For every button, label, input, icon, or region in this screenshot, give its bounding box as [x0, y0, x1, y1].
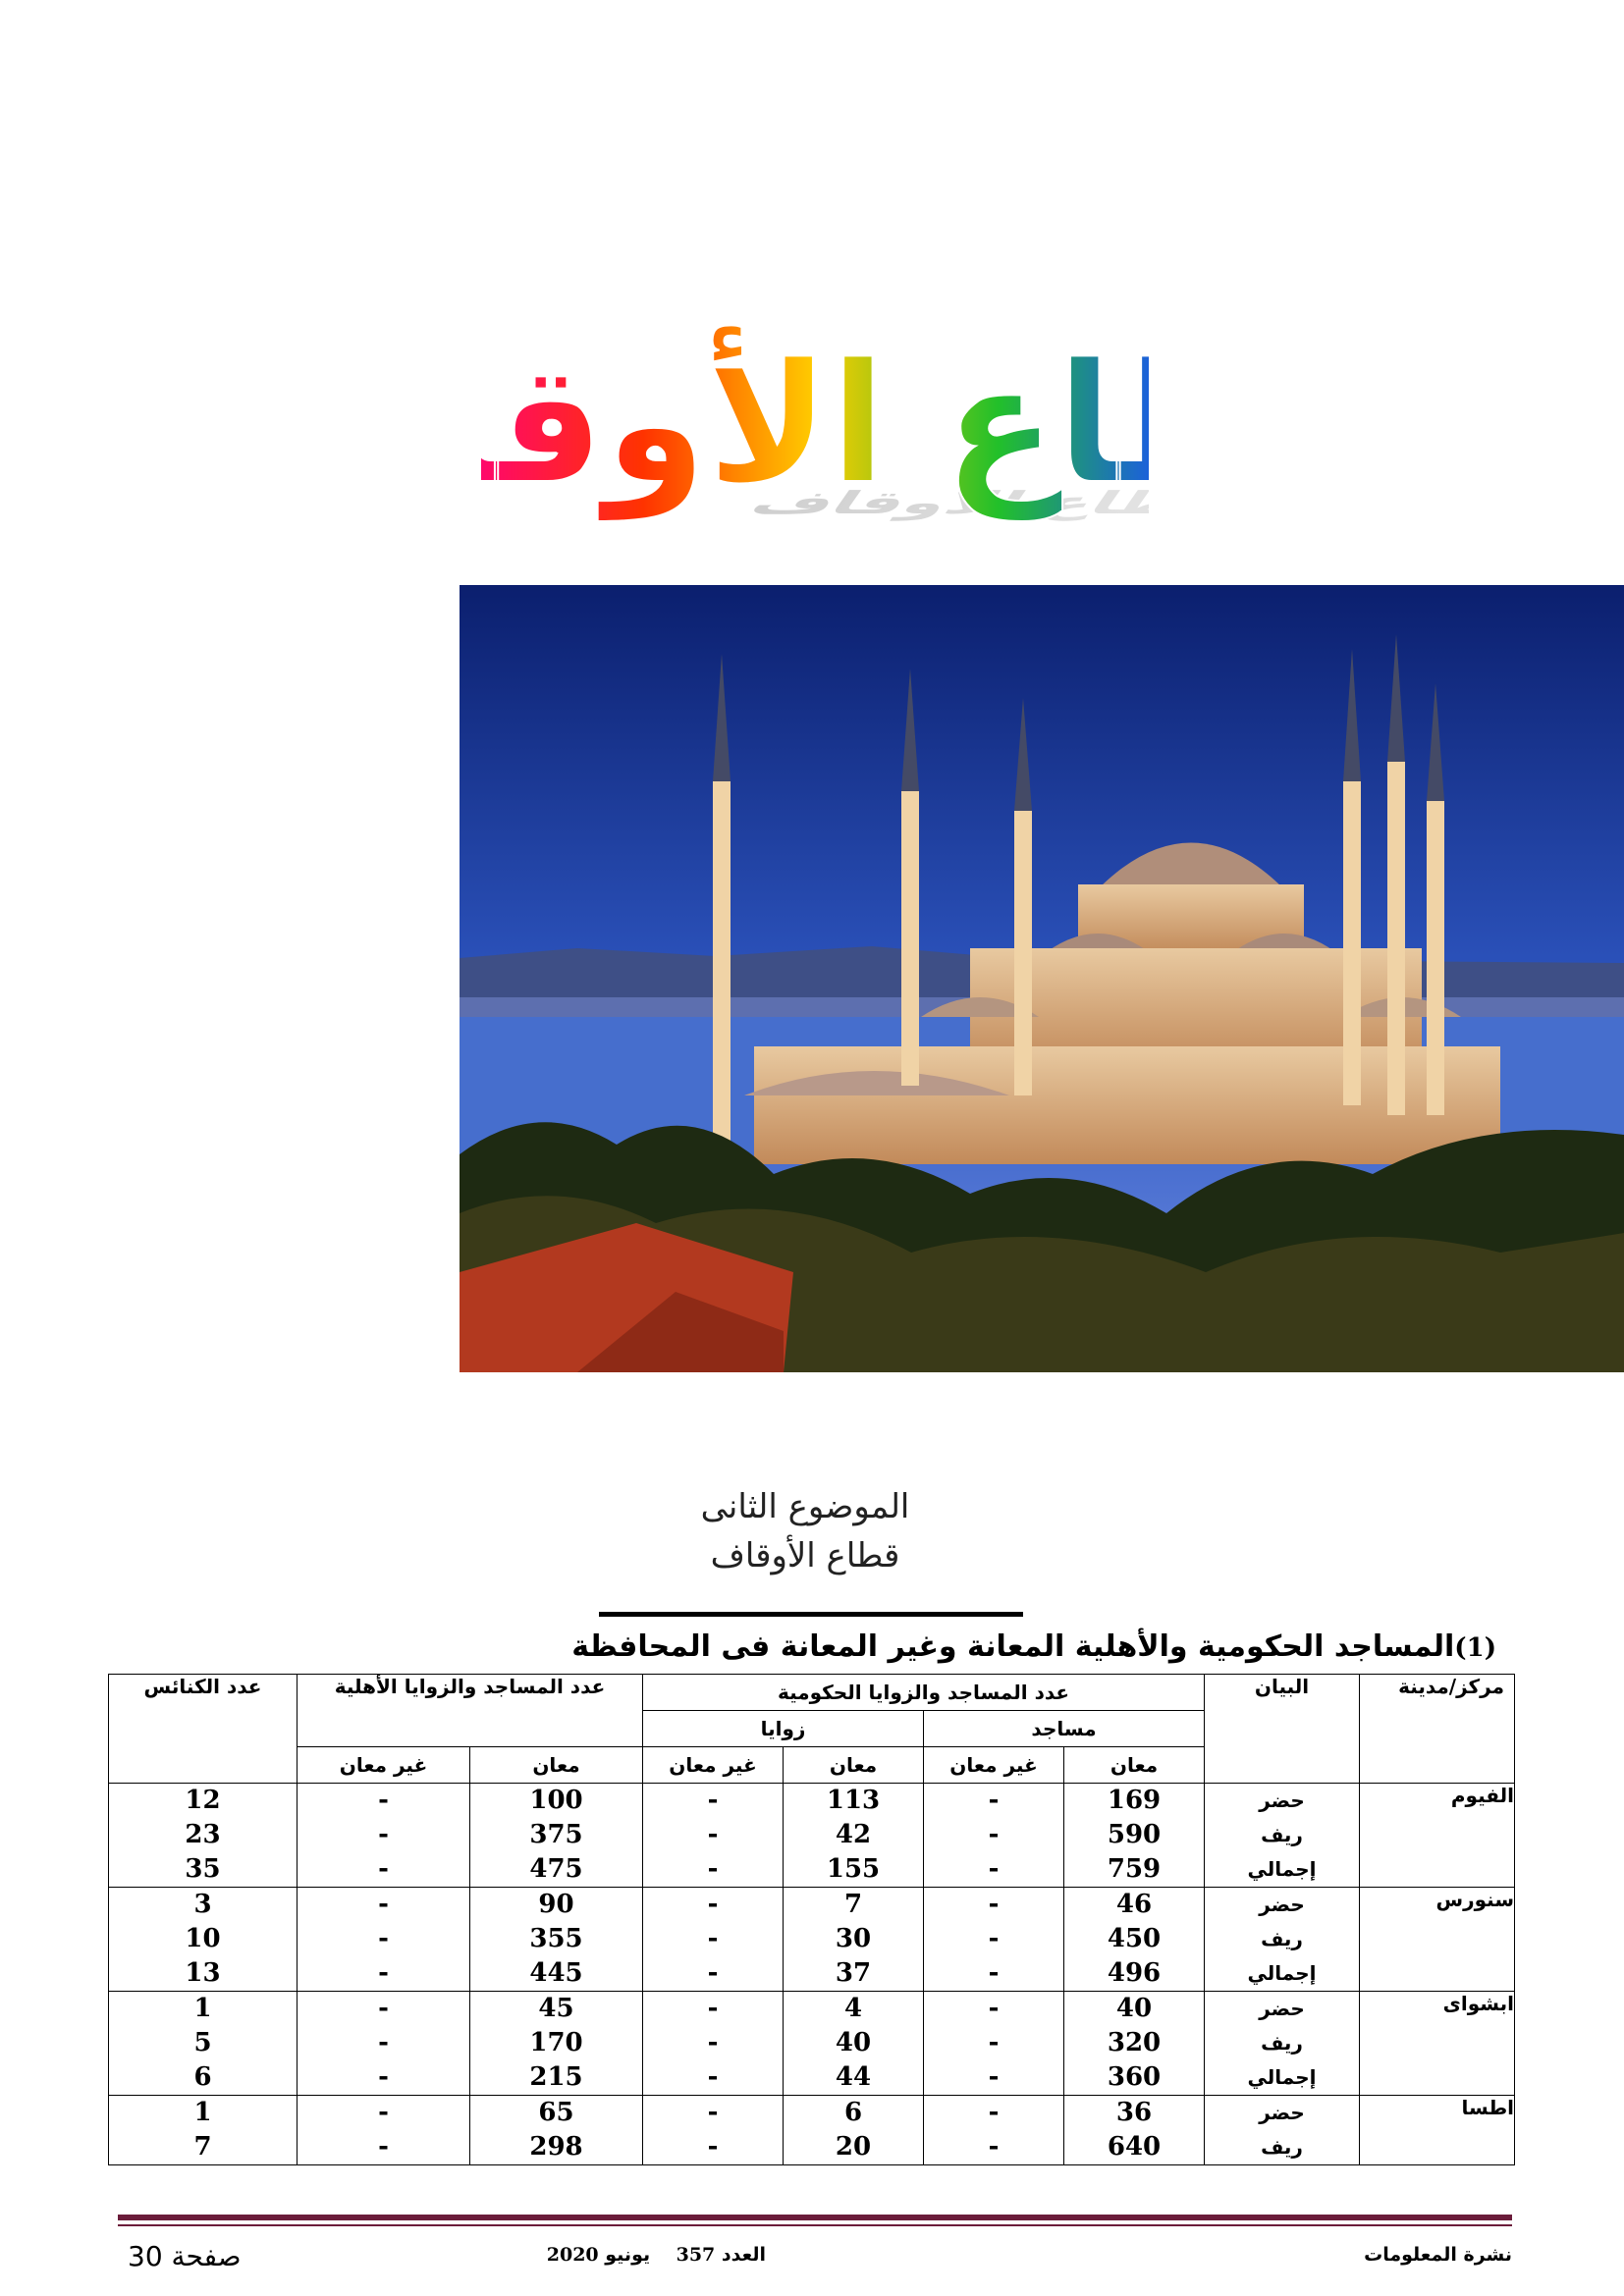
table-cell-value: 13 — [185, 1958, 221, 1988]
subject-heading — [550, 1482, 1060, 1580]
table-cell-value: ريف — [1261, 2135, 1303, 2159]
table-cell-value: 45 — [538, 1994, 574, 2023]
table-cell-churches — [109, 1888, 298, 1992]
table-cell-gov-mosque-aided — [1064, 1992, 1205, 2096]
table-cell-gov-zawaya-aided — [784, 1888, 924, 1992]
page-footer — [118, 2240, 1512, 2279]
table-cell-gov-zawaya-not — [643, 1992, 784, 2096]
table-cell-gov-mosque-not — [924, 2096, 1064, 2165]
table-cell-value: إجمالي — [1247, 1961, 1317, 1985]
table-cell-value: - — [378, 1854, 389, 1884]
table-cell-value: 169 — [1107, 1786, 1162, 1815]
header-gov-mosque-aided: معان — [1064, 1747, 1205, 1784]
table-cell-gov-mosque-aided — [1064, 1784, 1205, 1888]
table-cell-gov-zawaya-aided — [784, 1992, 924, 2096]
table-cell-value: - — [378, 2028, 389, 2057]
table-cell-value: 475 — [529, 1854, 583, 1884]
table-row — [109, 1784, 1515, 1888]
table-cell-value: 170 — [529, 2028, 583, 2057]
table-cell-value: ريف — [1261, 1823, 1303, 1846]
table-cell-value: 12 — [185, 1786, 221, 1815]
header-district: مركز/مدينة — [1360, 1675, 1515, 1784]
table-cell-value: - — [378, 1820, 389, 1849]
table-cell-gov-mosque-not — [924, 1888, 1064, 1992]
banner-title — [481, 294, 1149, 540]
table-cell-gov-zawaya-not — [643, 1888, 784, 1992]
table-caption-text: المساجد الحكومية والأهلية المعانة وغير المعانة فى المحافظة — [571, 1629, 1455, 1664]
table-cell-private-aided — [470, 1784, 643, 1888]
table-cell-value: 355 — [529, 1924, 583, 1953]
table-cell-gov-mosque-not — [924, 1784, 1064, 1888]
table-cell-value: - — [707, 1924, 719, 1953]
table-cell-value: حضر — [1259, 2101, 1305, 2124]
table-cell-value: 215 — [529, 2062, 583, 2092]
mosque-photo — [460, 585, 1624, 1372]
table-cell-district: ابشواى — [1360, 1992, 1515, 2096]
table-row — [109, 1888, 1515, 1992]
footer-issue-number: 357 — [676, 2244, 716, 2266]
table-cell-value: 10 — [185, 1924, 221, 1953]
table-cell-value: حضر — [1259, 1789, 1305, 1812]
table-cell-value: 36 — [1115, 2098, 1153, 2127]
table-cell-value: 1 — [193, 2098, 212, 2127]
table-cell-value: ريف — [1261, 2031, 1303, 2055]
table-cell-value: حضر — [1259, 1997, 1305, 2020]
subject-line-1: الموضوع الثانى — [700, 1487, 910, 1526]
footer-page — [128, 2240, 242, 2272]
table-cell-value: - — [707, 1958, 719, 1988]
footer-month: يونيو — [605, 2244, 651, 2266]
banner-title-art — [481, 294, 1149, 540]
table-cell-value: 7 — [843, 1890, 863, 1919]
table-cell-value: 590 — [1107, 1820, 1162, 1849]
table-cell-value: - — [707, 2028, 719, 2057]
header-mosques: مساجد — [924, 1711, 1205, 1747]
table-cell-gov-zawaya-aided — [784, 2096, 924, 2165]
footer-year: 2020 — [546, 2244, 599, 2266]
footer-page-label: صفحة — [171, 2240, 242, 2272]
footer-rule — [118, 2215, 1512, 2220]
header-gov-mosque-not: غير معان — [924, 1747, 1064, 1784]
table-cell-value: - — [707, 2062, 719, 2092]
table-cell-value: 100 — [529, 1786, 583, 1815]
table-cell-value: 20 — [835, 2132, 872, 2162]
table-cell-value: - — [707, 1854, 719, 1884]
table-cell-churches — [109, 2096, 298, 2165]
header-zawaya: زوايا — [643, 1711, 924, 1747]
table-cell-value: - — [988, 1854, 1000, 1884]
table-cell-value: 496 — [1107, 1958, 1162, 1988]
table-cell-value: 320 — [1107, 2028, 1162, 2057]
table-cell-churches — [109, 1784, 298, 1888]
table-cell-value: 113 — [826, 1786, 881, 1815]
table-cell-value: ريف — [1261, 1927, 1303, 1950]
subject-line-2: قطاع الأوقاف — [710, 1536, 900, 1575]
mosques-table — [108, 1674, 1515, 2165]
table-cell-value: 30 — [835, 1924, 872, 1953]
table-cell-gov-zawaya-aided — [784, 1784, 924, 1888]
table-caption — [571, 1629, 1496, 1664]
table-cell-value: 35 — [185, 1854, 221, 1884]
table-cell-value: 40 — [835, 2028, 872, 2057]
table-cell-value: - — [988, 1786, 1000, 1815]
table-cell-value: - — [707, 1994, 719, 2023]
table-cell-gov-zawaya-not — [643, 1784, 784, 1888]
table-cell-value: - — [988, 1958, 1000, 1988]
banner-title-shadow: قطاع الأوقاف — [741, 485, 1149, 522]
table-cell-value: 5 — [193, 2028, 212, 2057]
table-cell-district: اطسا — [1360, 2096, 1515, 2165]
footer-rule-thin — [118, 2224, 1512, 2226]
header-private-aided: معان — [470, 1747, 643, 1784]
subject-divider — [599, 1612, 1023, 1617]
table-cell-value: 759 — [1107, 1854, 1162, 1884]
header-private-not: غير معان — [298, 1747, 470, 1784]
table-cell-value: - — [378, 1890, 389, 1919]
table-cell-value: 375 — [529, 1820, 583, 1849]
header-private: عدد المساجد والزوايا الأهلية — [298, 1675, 643, 1747]
table-cell-value: - — [707, 1786, 719, 1815]
table-cell-value: 4 — [843, 1994, 863, 2023]
table-cell-value: - — [378, 1924, 389, 1953]
table-cell-value: حضر — [1259, 1893, 1305, 1916]
table-cell-value: 90 — [538, 1890, 574, 1919]
table-cell-value: - — [378, 2098, 389, 2127]
table-caption-number: (1) — [1454, 1633, 1496, 1663]
table-cell-value: - — [988, 2098, 1000, 2127]
table-cell-value: - — [988, 1994, 1000, 2023]
table-cell-private-not — [298, 2096, 470, 2165]
table-row — [109, 2096, 1515, 2165]
table-cell-value: 450 — [1107, 1924, 1162, 1953]
header-churches: عدد الكنائس — [109, 1675, 298, 1784]
table-cell-value: 40 — [1115, 1994, 1153, 2023]
table-cell-value: - — [988, 1890, 1000, 1919]
table-cell-value: - — [707, 2132, 719, 2162]
table-cell-value: - — [988, 2132, 1000, 2162]
table-cell-value: 65 — [538, 2098, 574, 2127]
table-cell-private-aided — [470, 2096, 643, 2165]
table-cell-value: - — [378, 2062, 389, 2092]
table-cell-value: - — [378, 1786, 389, 1815]
table-cell-value: 640 — [1107, 2132, 1162, 2162]
table-cell-churches — [109, 1992, 298, 2096]
table-cell-value: 44 — [835, 2062, 872, 2092]
table-cell-district: الفيوم — [1360, 1784, 1515, 1888]
header-statement: البيان — [1205, 1675, 1360, 1784]
table-cell-value: 37 — [835, 1958, 872, 1988]
table-cell-value: إجمالي — [1247, 1857, 1317, 1881]
table-cell-value: 445 — [529, 1958, 583, 1988]
table-cell-value: - — [988, 1924, 1000, 1953]
table-cell-private-not — [298, 1992, 470, 2096]
table-cell-gov-mosque-aided — [1064, 2096, 1205, 2165]
table-cell-private-not — [298, 1784, 470, 1888]
banner-title-text: اع الأوق — [496, 328, 1119, 520]
table-cell-private-aided — [470, 1992, 643, 2096]
table-cell-private-not — [298, 1888, 470, 1992]
table-cell-value: - — [988, 2028, 1000, 2057]
table-cell-value: - — [707, 1820, 719, 1849]
table-cell-value: 298 — [529, 2132, 583, 2162]
table-cell-value: - — [378, 2132, 389, 2162]
table-cell-labels — [1205, 1992, 1360, 2096]
footer-issue-label: العدد — [721, 2244, 766, 2266]
table-cell-labels — [1205, 2096, 1360, 2165]
table-cell-value: 155 — [826, 1854, 881, 1884]
footer-issue — [547, 2244, 766, 2266]
footer-page-number: 30 — [128, 2240, 163, 2272]
table-cell-value: 6 — [193, 2062, 212, 2092]
table-cell-value: - — [988, 1820, 1000, 1849]
table-cell-value: 3 — [193, 1890, 212, 1919]
table-cell-value: إجمالي — [1247, 2065, 1317, 2089]
table-cell-value: 6 — [843, 2098, 863, 2127]
table-cell-value: - — [707, 1890, 719, 1919]
table-cell-private-aided — [470, 1888, 643, 1992]
header-gov-zawaya-aided: معان — [784, 1747, 924, 1784]
header-gov: عدد المساجد والزوايا الحكومية — [643, 1675, 1205, 1711]
table-cell-value: 1 — [193, 1994, 212, 2023]
table-cell-value: - — [378, 1994, 389, 2023]
table-cell-value: - — [988, 2062, 1000, 2092]
table-cell-labels — [1205, 1784, 1360, 1888]
table-cell-gov-mosque-not — [924, 1992, 1064, 2096]
table-cell-value: 46 — [1115, 1890, 1153, 1919]
table-cell-value: - — [378, 1958, 389, 1988]
table-cell-district: سنورس — [1360, 1888, 1515, 1992]
table-cell-value: 7 — [193, 2132, 212, 2162]
table-cell-value: - — [707, 2098, 719, 2127]
footer-publication: نشرة المعلومات — [1364, 2244, 1512, 2266]
table-cell-value: 360 — [1107, 2062, 1162, 2092]
table-row — [109, 1992, 1515, 2096]
table-cell-gov-zawaya-not — [643, 2096, 784, 2165]
table-cell-value: 23 — [185, 1820, 221, 1849]
table-cell-gov-mosque-aided — [1064, 1888, 1205, 1992]
header-gov-zawaya-not: غير معان — [643, 1747, 784, 1784]
table-cell-value: 42 — [835, 1820, 872, 1849]
table-cell-labels — [1205, 1888, 1360, 1992]
